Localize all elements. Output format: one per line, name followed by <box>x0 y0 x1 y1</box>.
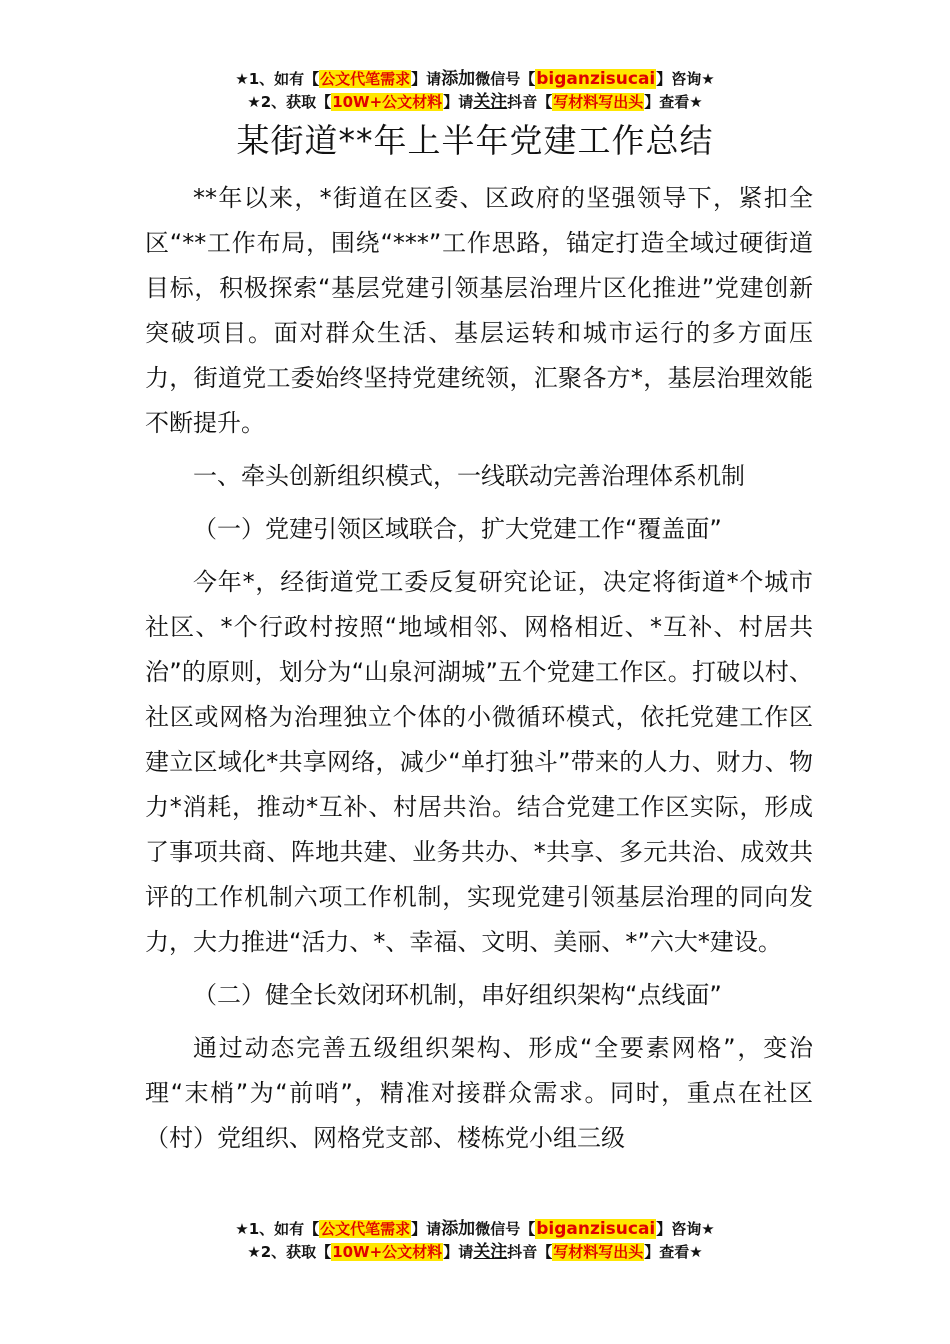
paragraph-body-2: 通过动态完善五级组织架构、形成“全要素网格”，变治理“末梢”为“前哨”，精准对接群众需求。同时，重点在社区（村）党组织、网格党支部、楼栋党小组三级 <box>145 1034 813 1152</box>
promo-text: ★2、获取【 <box>247 1243 332 1261</box>
promo-text: 微信号【 <box>475 70 536 88</box>
promo-text: 微信号【 <box>475 1220 536 1238</box>
emphasis-text: 添加 <box>441 1219 476 1239</box>
promo-text: 】请 <box>443 1243 474 1261</box>
highlight-text: 公文代笔需求 <box>320 70 411 88</box>
promo-text: 】请 <box>411 70 442 88</box>
highlight-text: 写材料写出头 <box>553 93 644 111</box>
promo-text: ★1、如有【 <box>235 70 320 88</box>
subsection-heading-1: （一）党建引领区域联合，扩大党建工作“覆盖面” <box>193 515 722 543</box>
highlight-text: 10W+公文材料 <box>332 1243 443 1261</box>
emphasis-text: 关注 <box>473 92 508 112</box>
document-title: 某街道**年上半年党建工作总结 <box>236 121 714 160</box>
promo-text: 】咨询★ <box>656 70 715 88</box>
promo-line-2 <box>0 91 950 114</box>
highlight-text: 10W+公文材料 <box>332 93 443 111</box>
document-body <box>145 176 813 1161</box>
paragraph-body-1: 今年*，经街道党工委反复研究论证，决定将街道*个城市社区、*个行政村按照“地域相邻、网格相近、*互补、村居共治”的原则，划分为“山泉河湖城”五个党建工作区。打破以村、社区或网格为治理独立个体的小微循环模式，依托党建工作区建立区域化*共享网络，减少“单打独斗”带来的人力、财力、物力*消耗，推动*互补、村居共治。结合党建工作区实际，形成了事项共商、阵地共建、业务共办、*共享、多元共治、成效共评的工作机制六项工作机制，实现党建引领基层治理的同向发力，大力推进“活力、*、幸福、文明、美丽、*”六大*建设。 <box>145 568 813 956</box>
promo-text: 】查看★ <box>644 93 703 111</box>
promo-line-2 <box>0 1241 950 1264</box>
emphasis-text: 添加 <box>441 69 476 89</box>
paragraph-intro: **年以来，*街道在区委、区政府的坚强领导下，紧扣全区“**工作布局，围绕“***”工作思路，锚定打造全域过硬街道目标，积极探索“基层党建引领基层治理片区化推进”党建创新突破项目。面对群众生活、基层运转和城市运行的多方面压力，街道党工委始终坚持党建统领，汇聚各方*，基层治理效能不断提升。 <box>145 184 813 437</box>
highlight-text: 公文代笔需求 <box>320 1220 411 1238</box>
subsection-heading-2: （二）健全长效闭环机制，串好组织架构“点线面” <box>193 981 722 1009</box>
promo-text: 】咨询★ <box>656 1220 715 1238</box>
emphasis-text: 关注 <box>473 1242 508 1262</box>
section-heading-1: 一、牵头创新组织模式，一线联动完善治理体系机制 <box>193 462 745 490</box>
promo-line-1 <box>0 1218 950 1241</box>
promo-text: 抖音【 <box>507 1243 553 1261</box>
promo-text: 】查看★ <box>644 1243 703 1261</box>
promo-text: 抖音【 <box>507 93 553 111</box>
promo-text: ★1、如有【 <box>235 1220 320 1238</box>
promo-banner-top <box>0 68 950 114</box>
highlight-text: biganzisucai <box>536 1219 656 1239</box>
promo-line-1 <box>0 68 950 91</box>
promo-text: 】请 <box>411 1220 442 1238</box>
promo-text: 】请 <box>443 93 474 111</box>
promo-banner-bottom <box>0 1218 950 1264</box>
promo-text: ★2、获取【 <box>247 93 332 111</box>
highlight-text: biganzisucai <box>536 69 656 89</box>
highlight-text: 写材料写出头 <box>553 1243 644 1261</box>
